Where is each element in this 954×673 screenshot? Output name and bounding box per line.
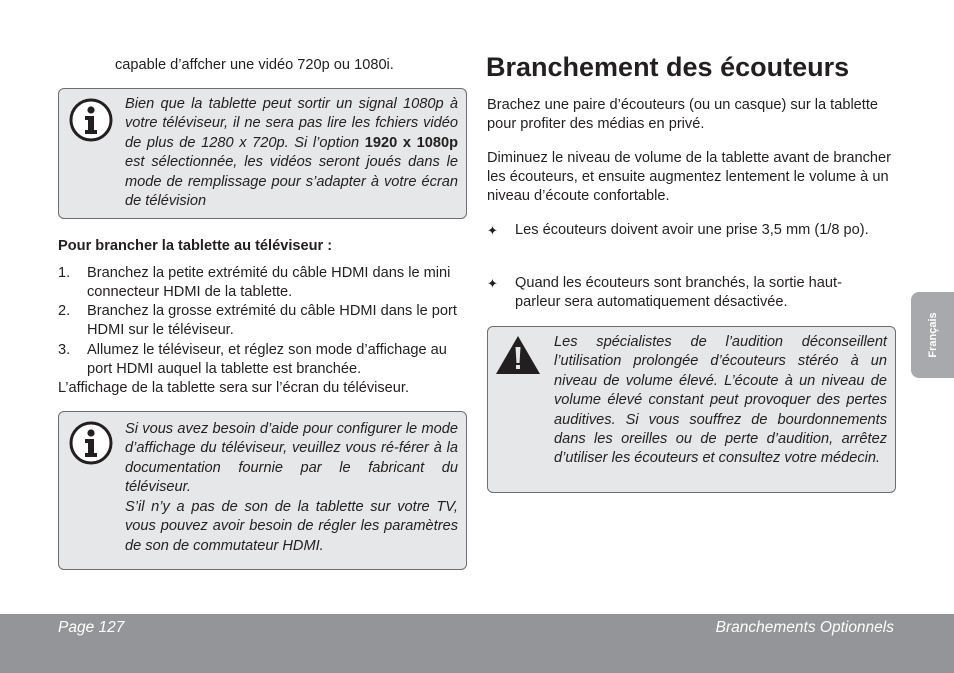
list-item [58, 264, 466, 302]
footer-section-title: Branchements Optionnels [715, 619, 894, 636]
info-note-1-text: Bien que la tablette peut sortir un signal 1080p à votre téléviseur, il ne sera pas lire les fchiers vidéo de plus de 1280 x 720p. Si l’option 1920 x 1080p est sélectionnée, les vidéos seront joués dans le mode de remplissage pour s’adapter à votre écran de télévision [125, 96, 458, 210]
bullet-star-icon: ✦ [487, 223, 498, 238]
warning-note-text: Les spécialistes de l’audition déconseillent l’utilisation prolongée d’écouteurs stéréo à un niveau de volume élevé. L’écoute à un niveau de volume élevé constant peut provoquer des pertes auditives. Si vous souffrez de bourdonnements dans les oreilles ou de perte d’audition, arrêtez d’utiliser les écouteurs et consultez votre médecin. [554, 334, 887, 467]
section-title: Branchement des écouteurs [486, 52, 850, 82]
list-item-text: Quand les écouteurs sont branchés, la sortie haut-parleur sera automatiquement désactivée. [515, 275, 842, 310]
list-item-text: Branchez la petite extrémité du câble HDMI dans le mini connecteur HDMI de la tablette. [87, 265, 451, 300]
list-item-text: Branchez la grosse extrémité du câble HDMI dans le port HDMI sur le téléviseur. [87, 303, 457, 338]
info-note-2-para2: S’il n’y a pas de son de la tablette sur votre TV, vous pouvez avoir besoin de régler les paramètres de son de commutateur HDMI. [125, 499, 458, 554]
steps-heading: Pour brancher la tablette au téléviseur : [58, 238, 333, 254]
warning-icon [495, 335, 541, 375]
list-item-number: 1. [58, 265, 71, 281]
right-para-1: Brachez une paire d’écouteurs (ou un casque) sur la tablette pour profiter des médias en privé. [487, 97, 879, 132]
info-note-2 [58, 411, 467, 570]
language-tab-label: Français [926, 312, 939, 358]
language-tab [911, 292, 954, 378]
list-item [58, 341, 466, 379]
info-icon [68, 97, 114, 143]
list-item-number: 2. [58, 303, 71, 319]
list-item-text: Les écouteurs doivent avoir une prise 3,5 mm (1/8 po). [515, 222, 869, 238]
list-item [58, 302, 466, 340]
list-item-number: 3. [58, 342, 71, 358]
bullet-star-icon: ✦ [487, 276, 498, 291]
list-item-text: Allumez le téléviseur, et réglez son mode d’affichage au port HDMI auquel la tablette est branchée. [87, 342, 447, 377]
page-footer [0, 614, 954, 673]
info-note-1 [58, 88, 467, 219]
right-para-2: Diminuez le niveau de volume de la tablette avant de brancher les écouteurs, et ensuite augmentez lentement le volume à un niveau d’écoute confortable. [487, 150, 892, 204]
info-icon [68, 420, 114, 466]
list-item [487, 274, 887, 312]
info-note-2-para1: Si vous avez besoin d’aide pour configurer le mode d’affichage du téléviseur, veuillez vous ré-férer à la documentation fournie par le fabricant du téléviseur. [125, 421, 458, 496]
list-item [487, 221, 887, 259]
after-steps-text: L’affichage de la tablette sera sur l’écran du téléviseur. [58, 380, 410, 396]
continuation-text: capable d’affcher une vidéo 720p ou 1080i. [115, 57, 394, 73]
warning-note [487, 326, 896, 493]
page-number: Page 127 [58, 619, 125, 636]
